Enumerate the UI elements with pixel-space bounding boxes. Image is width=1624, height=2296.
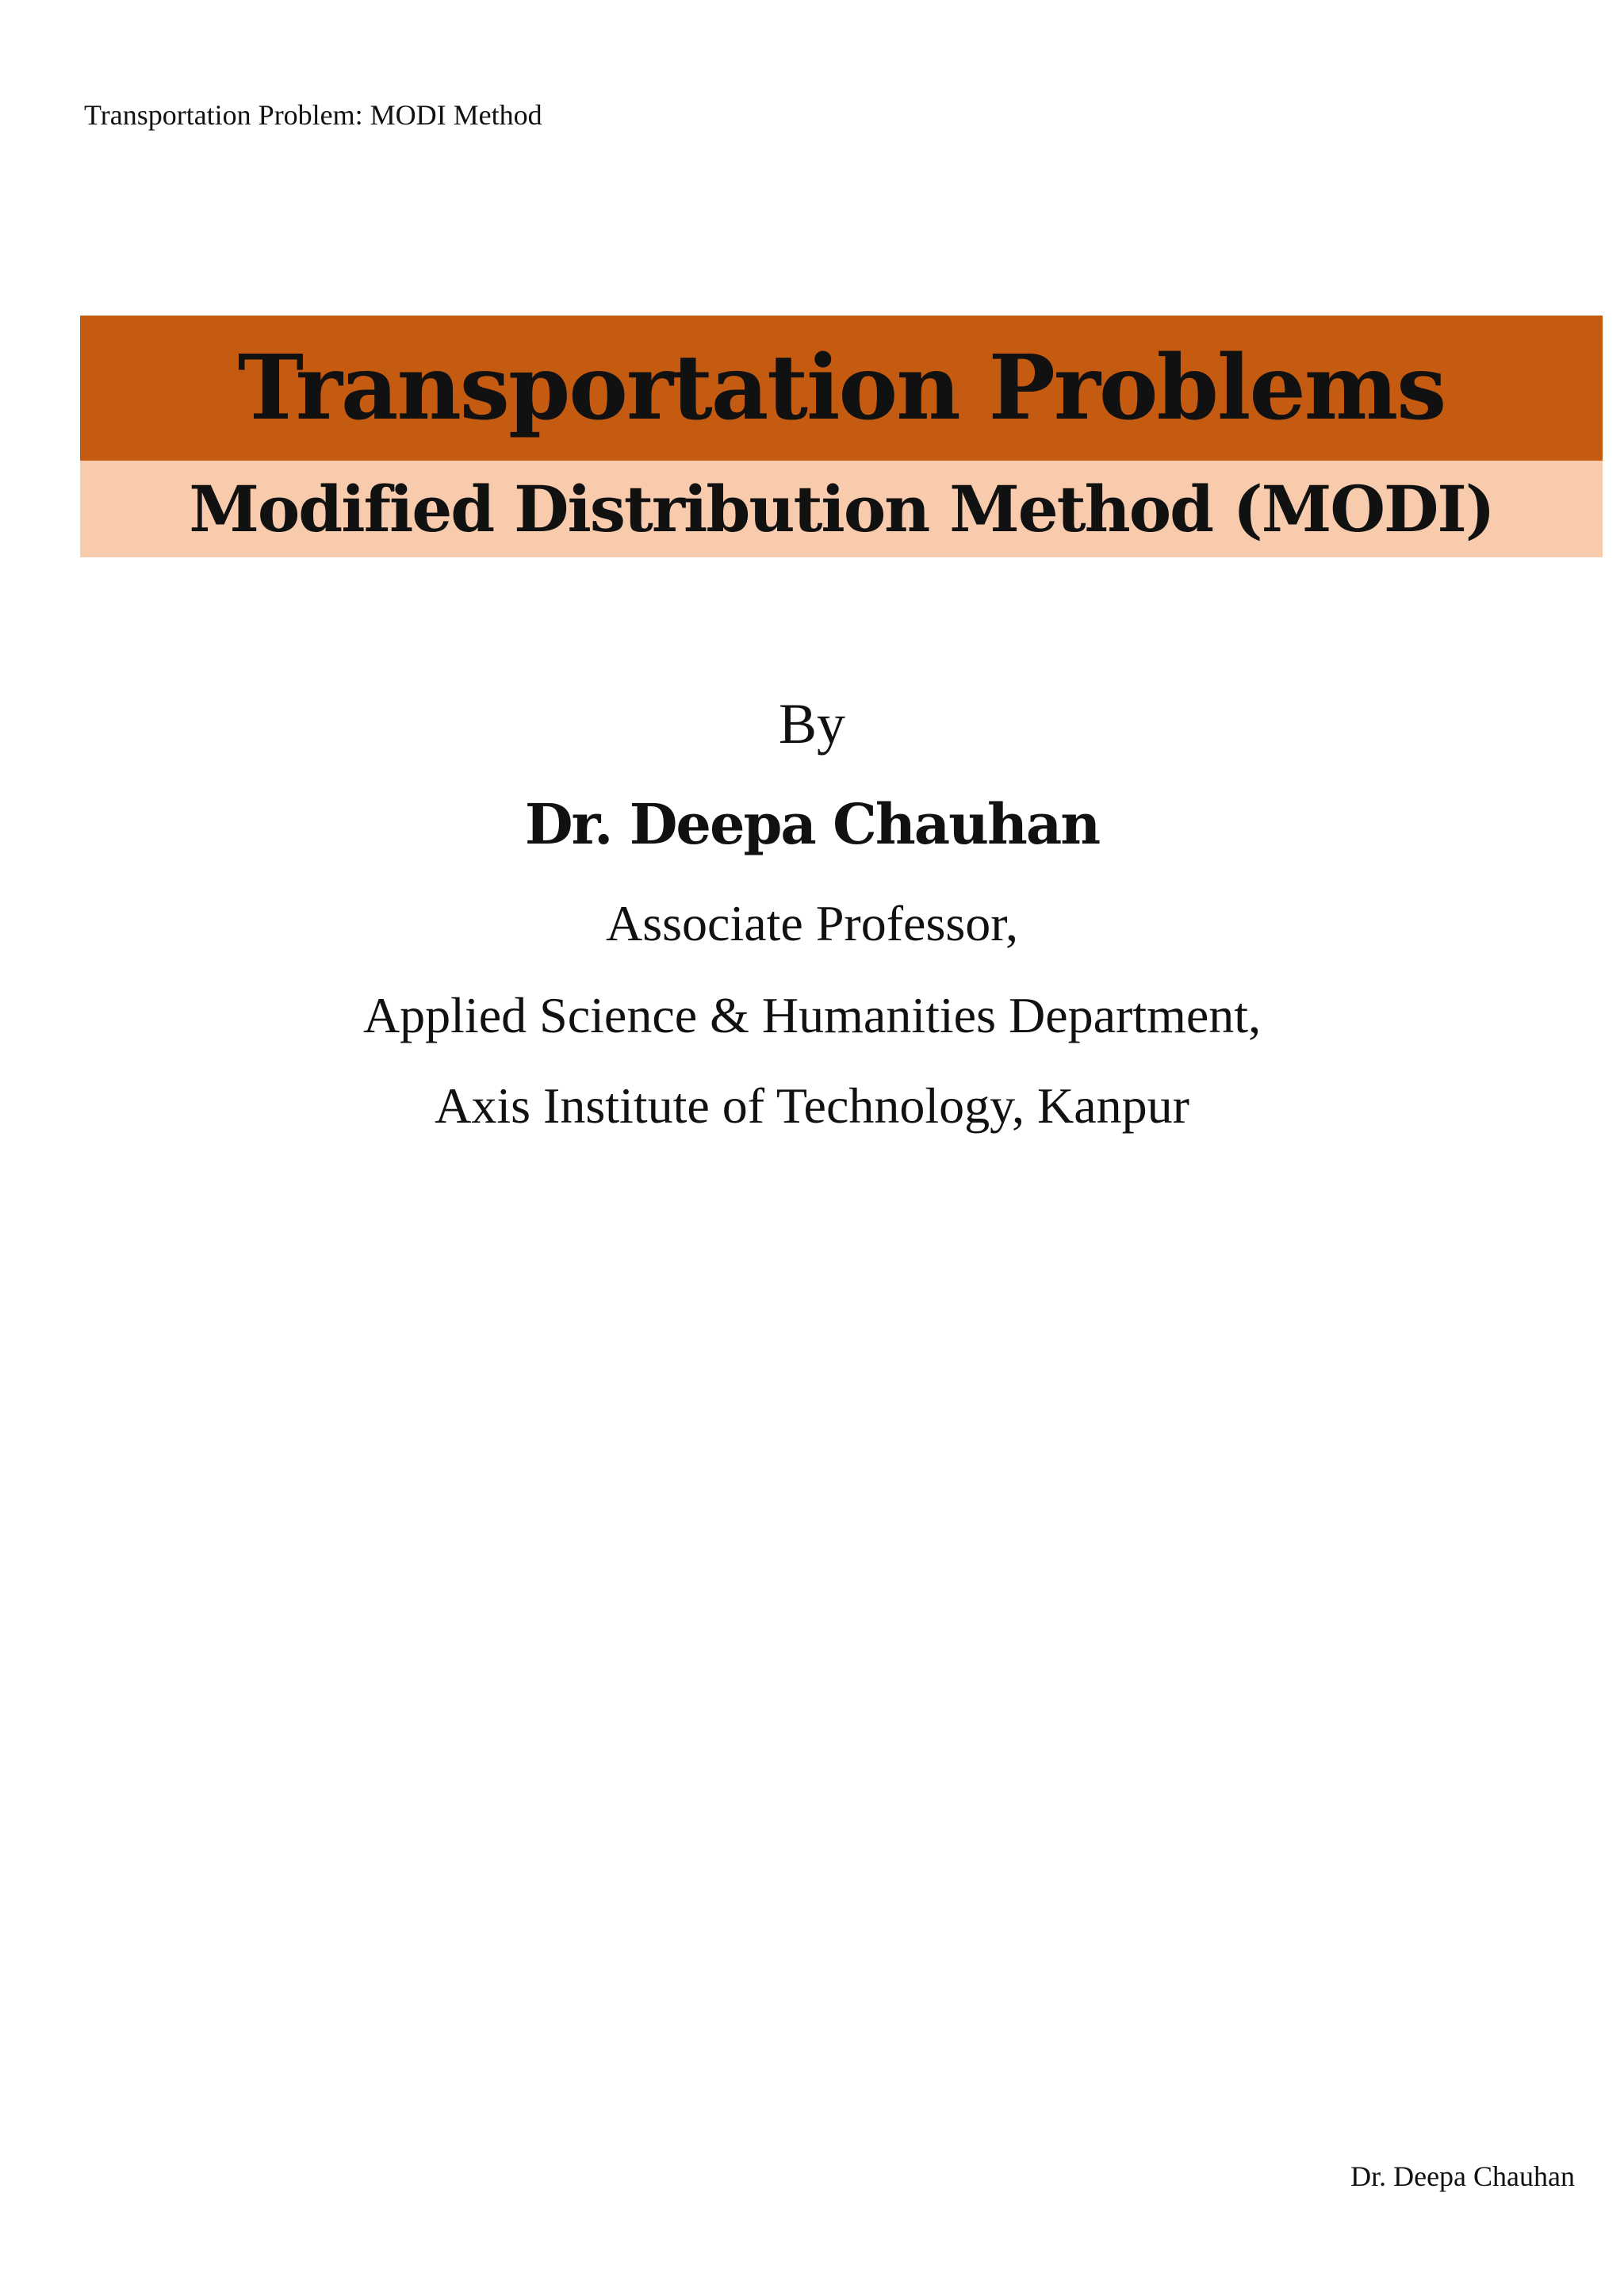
author-position: Associate Professor, bbox=[606, 895, 1018, 951]
by-line: By bbox=[778, 692, 846, 756]
running-footer: Dr. Deepa Chauhan bbox=[1350, 2160, 1575, 2192]
document-title: Transportation Problems bbox=[237, 335, 1446, 440]
author-name: Dr. Deepa Chauhan bbox=[524, 791, 1100, 857]
title-band bbox=[80, 316, 1603, 461]
subtitle-band bbox=[80, 461, 1603, 557]
author-department: Applied Science & Humanities Department, bbox=[362, 987, 1262, 1043]
running-header: Transportation Problem: MODI Method bbox=[84, 99, 542, 131]
author-institute: Axis Institute of Technology, Kanpur bbox=[435, 1077, 1189, 1134]
document-subtitle: Modified Distribution Method (MODI) bbox=[189, 472, 1494, 546]
